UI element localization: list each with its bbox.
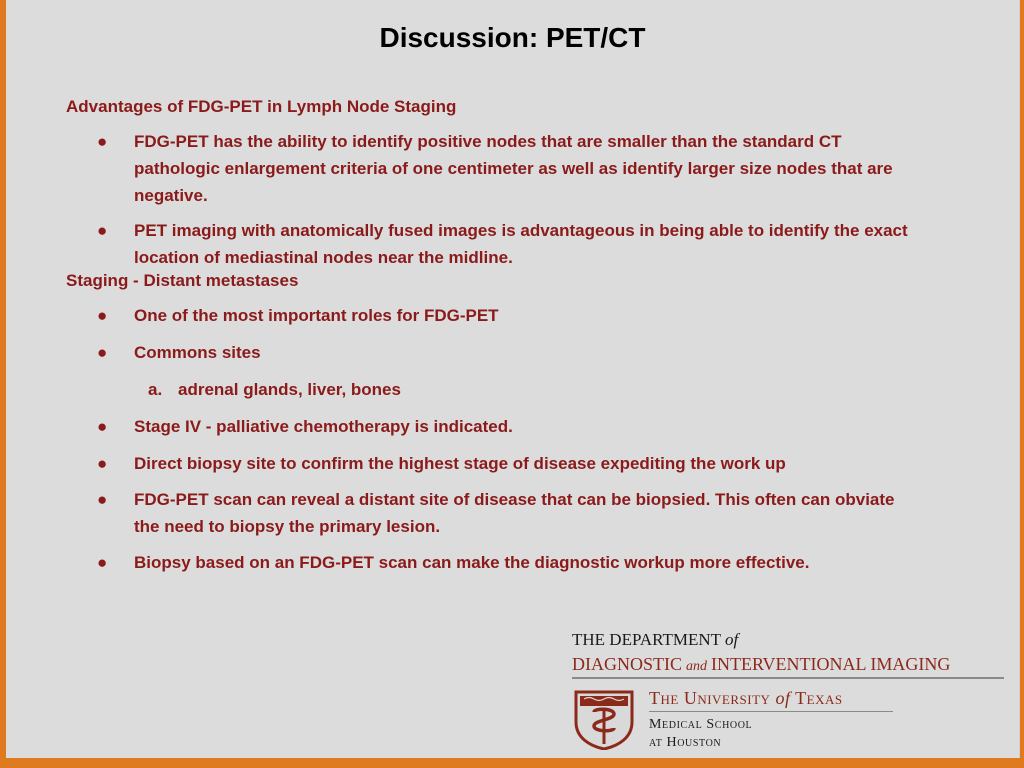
dept-diagnostic: DIAGNOSTIC <box>572 654 682 674</box>
bullet-icon: ● <box>97 343 108 362</box>
logo-divider <box>572 677 1004 679</box>
bullet-icon: ● <box>97 221 108 240</box>
bullet-icon: ● <box>97 306 108 325</box>
houston-label: at Houston <box>649 735 722 750</box>
bullet-icon: ● <box>97 553 108 572</box>
bullet-text: Commons sites <box>134 343 261 362</box>
bullet-icon: ● <box>97 132 108 151</box>
section-heading-distant-metastases: Staging - Distant metastases <box>66 271 299 290</box>
sub-item-label: a. <box>148 380 163 399</box>
bullet-icon: ● <box>97 490 108 509</box>
bullet-text: Biopsy based on an FDG-PET scan can make the diagnostic workup more effective. <box>134 553 810 572</box>
university-seal-icon <box>572 688 636 750</box>
bullet-text: One of the most important roles for FDG-PET <box>134 306 499 325</box>
dept-name-line1 <box>572 630 738 650</box>
bullet-text: Stage IV - palliative chemotherapy is indicated. <box>134 417 513 436</box>
bullet-icon: ● <box>97 454 108 473</box>
university-name <box>649 688 843 709</box>
bullet-text: FDG-PET has the ability to identify positive nodes that are smaller than the standard CT pathologic enlargement criteria of one centimeter as well as identify larger size nodes that are negative. <box>134 132 893 205</box>
bullet-icon: ● <box>97 417 108 436</box>
sub-item-text: adrenal glands, liver, bones <box>178 380 401 399</box>
dept-the-department: THE DEPARTMENT <box>572 630 721 649</box>
bullet-text: Direct biopsy site to confirm the highest stage of disease expediting the work up <box>134 454 786 473</box>
medical-school-label: Medical School <box>649 717 753 732</box>
bullet-text: FDG-PET scan can reveal a distant site of disease that can be biopsied. This often can obviate the need to biopsy the primary lesion. <box>134 490 895 536</box>
university-divider <box>649 711 893 712</box>
bullet-text: PET imaging with anatomically fused images is advantageous in being able to identify the exact location of mediastinal nodes near the midline. <box>134 221 908 267</box>
university-of: of <box>775 688 791 708</box>
university-name-b: Texas <box>795 688 843 708</box>
slide <box>6 0 1020 758</box>
dept-interventional-imaging: INTERVENTIONAL IMAGING <box>711 654 951 674</box>
dept-of: of <box>724 630 739 649</box>
university-name-a: The University <box>649 688 771 708</box>
dept-name-line2 <box>572 654 950 675</box>
dept-and: and <box>686 659 707 674</box>
section-heading-lymph-node: Advantages of FDG-PET in Lymph Node Staging <box>66 97 457 116</box>
slide-title: Discussion: PET/CT <box>379 22 646 53</box>
